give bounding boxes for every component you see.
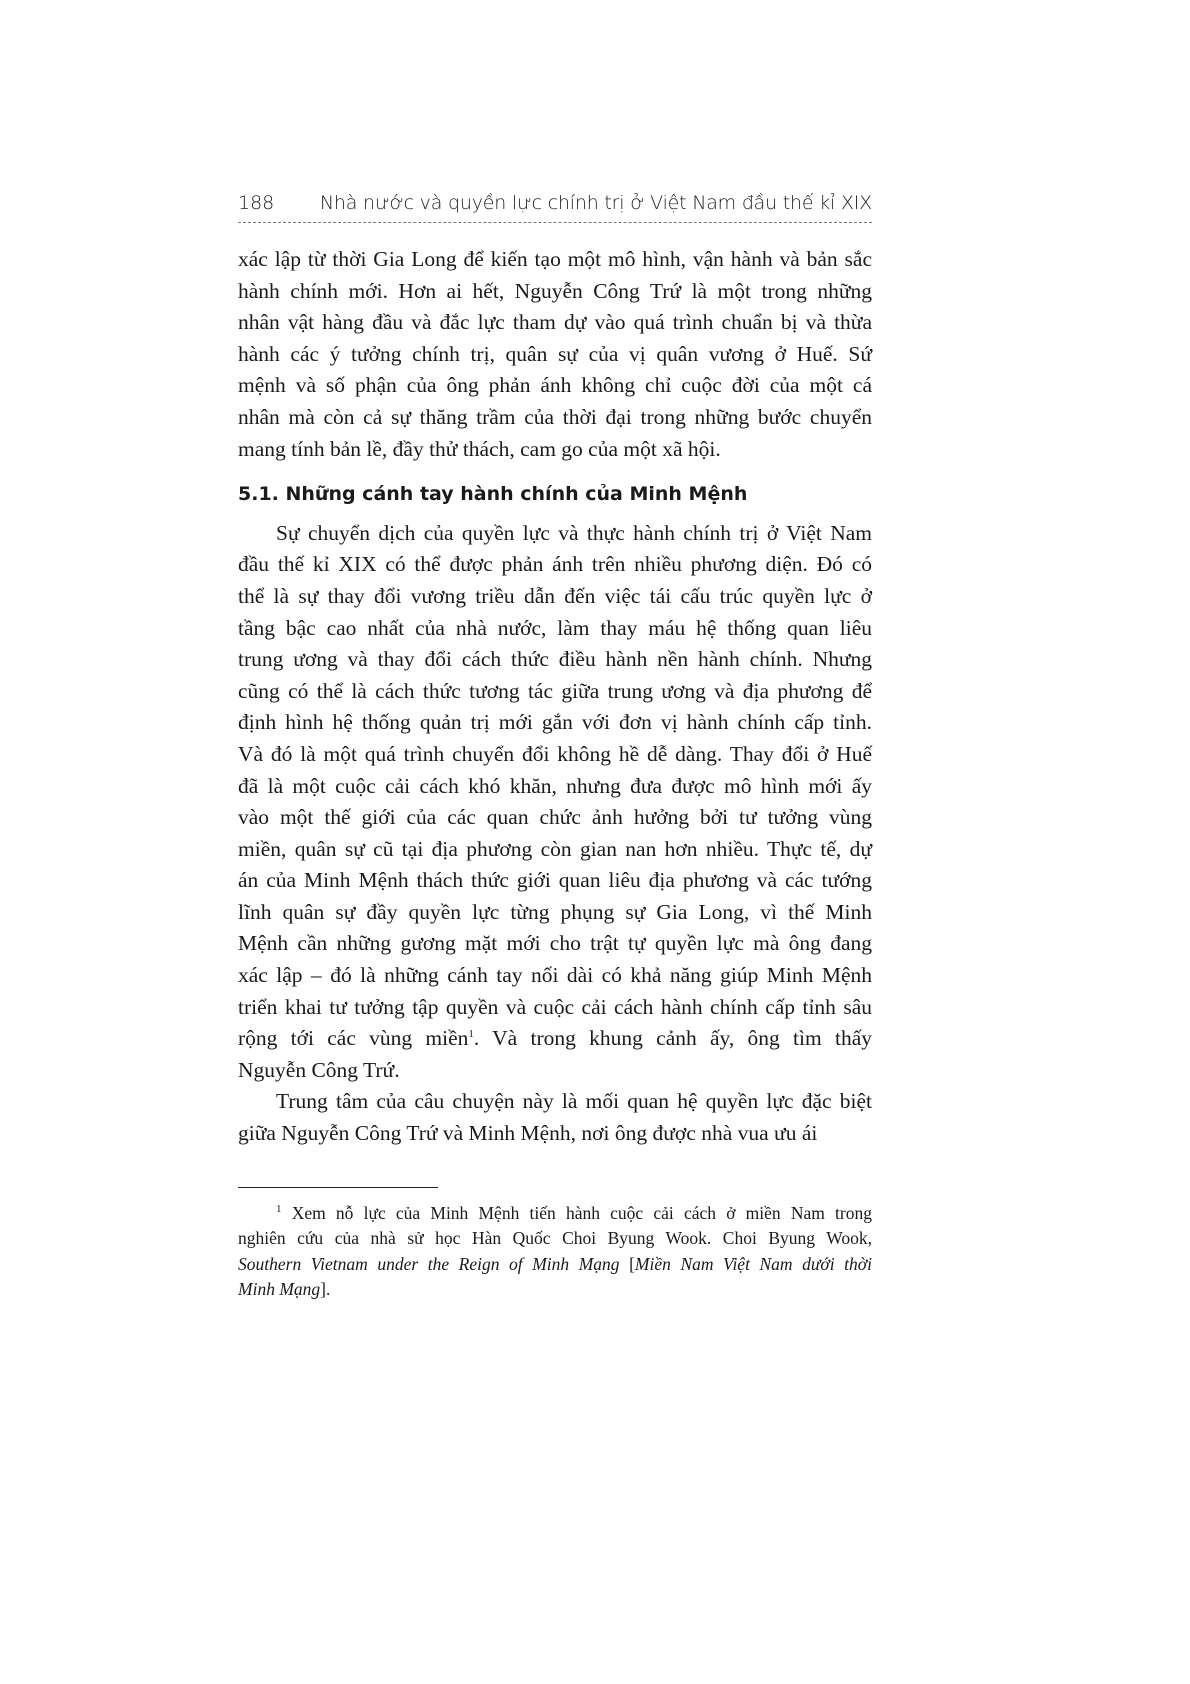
line-text: tầng bậc cao nhất của nhà nước, làm thay máu hệ thống quan liêu xyxy=(238,615,872,640)
line-text: lĩnh quân sự đầy quyền lực từng phụng sự Gia Long, vì thế Minh xyxy=(238,899,872,924)
running-header xyxy=(238,192,872,220)
line-text: hành chính mới. Hơn ai hết, Nguyễn Công Trứ là một trong những xyxy=(238,278,872,303)
text-line xyxy=(238,370,872,402)
line-text: đầu thế kỉ XIX có thể được phản ánh trên nhiều phương diện. Đó có xyxy=(238,552,872,577)
line-text: Mệnh cần những gương mặt mới cho trật tự quyền lực mà ông đang xyxy=(238,931,872,956)
text-line xyxy=(238,960,872,992)
line-text: định hình hệ thống quản trị mới gắn với đơn vị hành chính cấp tỉnh. xyxy=(238,710,872,735)
body-text xyxy=(238,244,872,1150)
text-line xyxy=(238,707,872,739)
paragraph-1 xyxy=(238,244,872,465)
footnote-line: nghiên cứu của nhà sử học Hàn Quốc Choi Byung Wook. Choi Byung Wook, xyxy=(238,1228,872,1249)
text-line xyxy=(238,518,872,550)
line-text: xác lập – đó là những cánh tay nối dài có khả năng giúp Minh Mệnh xyxy=(238,963,872,988)
footnotes xyxy=(238,1201,872,1302)
footnote-line xyxy=(238,1201,872,1226)
text-line xyxy=(238,992,872,1024)
text-line xyxy=(238,739,872,771)
footnote-text: Xem nỗ lực của Minh Mệnh tiến hành cuộc cải cách ở miền Nam trong xyxy=(291,1203,872,1223)
text-line xyxy=(238,676,872,708)
line-text: Và đó là một quá trình chuyển đổi không hề dễ dàng. Thay đổi ở Huế xyxy=(238,741,872,766)
section-heading: 5.1. Những cánh tay hành chính của Minh Mệnh xyxy=(238,483,748,506)
page-number: 188 xyxy=(238,192,275,214)
text-line xyxy=(238,244,872,276)
bracket: [ xyxy=(619,1253,635,1274)
paragraph-2 xyxy=(238,518,872,1087)
line-text: giữa Nguyễn Công Trứ và Minh Mệnh, nơi ông được nhà vua ưu ái xyxy=(238,1121,818,1146)
line-text: nhân vật hàng đầu và đắc lực tham dự vào quá trình chuẩn bị và thừa xyxy=(238,310,872,335)
text-line xyxy=(238,897,872,929)
text-line xyxy=(238,402,872,434)
line-text: án của Minh Mệnh thách thức giới quan liêu địa phương và các tướng xyxy=(238,868,872,893)
text-line xyxy=(238,802,872,834)
text-line xyxy=(238,549,872,581)
text-line xyxy=(238,644,872,676)
header-divider xyxy=(238,222,872,223)
text-line xyxy=(238,307,872,339)
text-line xyxy=(238,581,872,613)
text-line xyxy=(238,339,872,371)
text-line xyxy=(238,276,872,308)
text-line xyxy=(238,1023,872,1055)
line-text: cũng có thể là cách thức tương tác giữa trung ương và địa phương để xyxy=(238,678,872,703)
footnote-line xyxy=(238,1277,872,1302)
line-text: nhân mà còn cả sự thăng trầm của thời đại trong những bước chuyển xyxy=(238,404,872,429)
text-line xyxy=(238,1055,872,1087)
bracket-end: ]. xyxy=(320,1278,331,1299)
line-text: miền, quân sự cũ tại địa phương còn gian nan hơn nhiều. Thực tế, dự xyxy=(238,836,872,861)
text-line xyxy=(238,865,872,897)
line-text: trung ương và thay đổi cách thức điều hành nền hành chính. Nhưng xyxy=(238,647,872,672)
line-text: triển khai tư tưởng tập quyền và cuộc cải cách hành chính cấp tỉnh sâu xyxy=(238,994,872,1019)
line-text: xác lập từ thời Gia Long để kiến tạo một mô hình, vận hành và bản sắc xyxy=(238,247,872,271)
footnote-number: 1 xyxy=(276,1203,282,1216)
book-title: Southern Vietnam under the Reign of Minh Mạng xyxy=(238,1253,620,1274)
line-text: thể là sự thay đổi vương triều dẫn đến việc tái cấu trúc quyền lực ở xyxy=(238,583,872,608)
paragraph-3 xyxy=(238,1086,872,1149)
text-line xyxy=(238,834,872,866)
text-line xyxy=(238,928,872,960)
line-text: mang tính bản lề, đầy thử thách, cam go của một xã hội. xyxy=(238,436,721,461)
line-text: . Và trong khung cảnh ấy, ông tìm thấy xyxy=(473,1026,873,1051)
text-line xyxy=(238,434,872,466)
footnote-reference[interactable]: 1 xyxy=(468,1028,474,1041)
text-line xyxy=(238,613,872,645)
line-text: vào một thế giới của các quan chức ảnh hưởng bởi tư tưởng vùng xyxy=(238,805,872,830)
line-text: mệnh và số phận của ông phản ánh không chỉ cuộc đời của một cá xyxy=(238,373,872,398)
line-text: rộng tới các vùng miền xyxy=(238,1026,469,1051)
line-text: đã là một cuộc cải cách khó khăn, nhưng đưa được mô hình mới ấy xyxy=(238,773,872,798)
book-title-translation: Miền Nam Việt Nam dưới thời xyxy=(634,1253,872,1274)
footnote-divider xyxy=(238,1187,438,1188)
line-text: Nguyễn Công Trứ. xyxy=(238,1057,400,1082)
text-line xyxy=(238,1118,872,1150)
text-line xyxy=(238,771,872,803)
line-text: Trung tâm của câu chuyện này là mối quan hệ quyền lực đặc biệt xyxy=(276,1089,872,1114)
line-text: hành các ý tưởng chính trị, quân sự của vị quân vương ở Huế. Sứ xyxy=(238,341,872,366)
running-title: Nhà nước và quyền lực chính trị ở Việt Nam đầu thế kỉ XIX xyxy=(319,192,872,214)
text-line xyxy=(238,1086,872,1118)
book-title-translation-end: Minh Mạng xyxy=(238,1278,321,1299)
footnote-line xyxy=(238,1252,872,1277)
line-text: Sự chuyển dịch của quyền lực và thực hành chính trị ở Việt Nam xyxy=(276,520,872,545)
